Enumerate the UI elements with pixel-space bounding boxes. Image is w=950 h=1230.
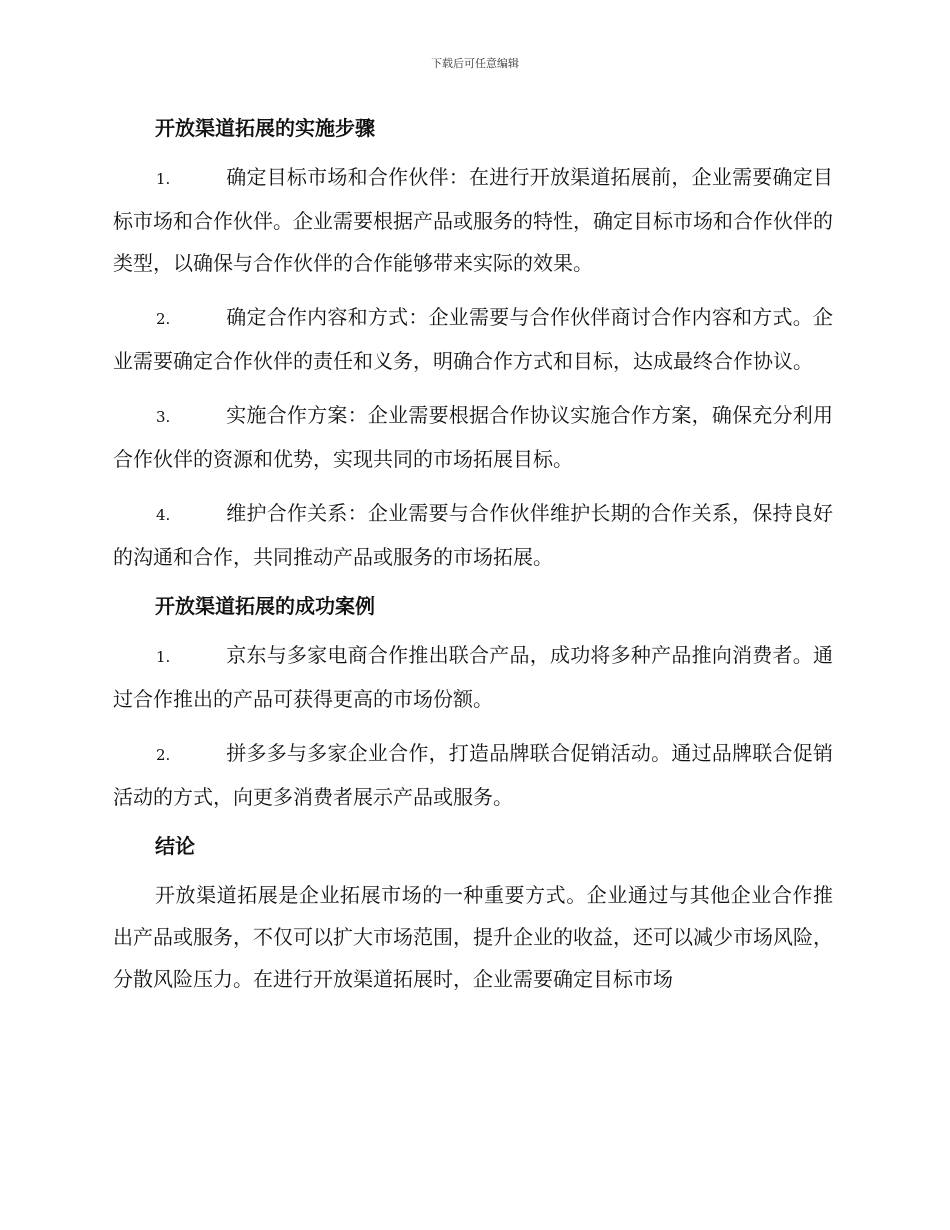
list-item bbox=[113, 732, 833, 818]
list-item-number: 1. bbox=[156, 648, 171, 666]
list-item-text: 维护合作关系：企业需要与合作伙伴维护长期的合作关系，保持良好的沟通和合作，共同推动产品或服务的市场拓展。 bbox=[113, 501, 833, 569]
list-item-text: 确定目标市场和合作伙伴：在进行开放渠道拓展前，企业需要确定目标市场和合作伙伴。企业需要根据产品或服务的特性，确定目标市场和合作伙伴的类型，以确保与合作伙伴的合作能够带来实际的效果。 bbox=[113, 165, 833, 275]
list-item-number: 1. bbox=[156, 170, 171, 188]
list-item-text: 京东与多家电商合作推出联合产品，成功将多种产品推向消费者。通过合作推出的产品可获得更高的市场份额。 bbox=[113, 643, 833, 711]
list-item bbox=[113, 296, 833, 382]
list-item-number: 4. bbox=[156, 506, 171, 524]
list-item bbox=[113, 156, 833, 284]
list-item bbox=[113, 394, 833, 480]
list-item-text: 实施合作方案：企业需要根据合作协议实施合作方案，确保充分利用合作伙伴的资源和优势，实现共同的市场拓展目标。 bbox=[113, 403, 833, 471]
list-item-text: 拼多多与多家企业合作，打造品牌联合促销活动。通过品牌联合促销活动的方式，向更多消费者展示产品或服务。 bbox=[113, 741, 833, 809]
conclusion-paragraph: 开放渠道拓展是企业拓展市场的一种重要方式。企业通过与其他企业合作推出产品或服务，不仅可以扩大市场范围，提升企业的收益，还可以减少市场风险，分散风险压力。在进行开放渠道拓展时，企业需要确定目标市场 bbox=[113, 883, 833, 991]
section-heading-cases: 开放渠道拓展的成功案例 bbox=[155, 594, 375, 618]
list-item-number: 3. bbox=[156, 408, 171, 426]
list-item-number: 2. bbox=[156, 310, 171, 328]
list-item bbox=[113, 492, 833, 578]
list-item-number: 2. bbox=[156, 746, 171, 764]
section-heading-steps: 开放渠道拓展的实施步骤 bbox=[155, 116, 375, 140]
header-note: 下载后可任意编辑 bbox=[431, 57, 519, 70]
list-item-text: 确定合作内容和方式：企业需要与合作伙伴商讨合作内容和方式。企业需要确定合作伙伴的责任和义务，明确合作方式和目标，达成最终合作协议。 bbox=[113, 305, 833, 373]
section-heading-conclusion: 结论 bbox=[155, 834, 195, 858]
document-body bbox=[113, 112, 833, 1012]
list-item bbox=[113, 634, 833, 720]
